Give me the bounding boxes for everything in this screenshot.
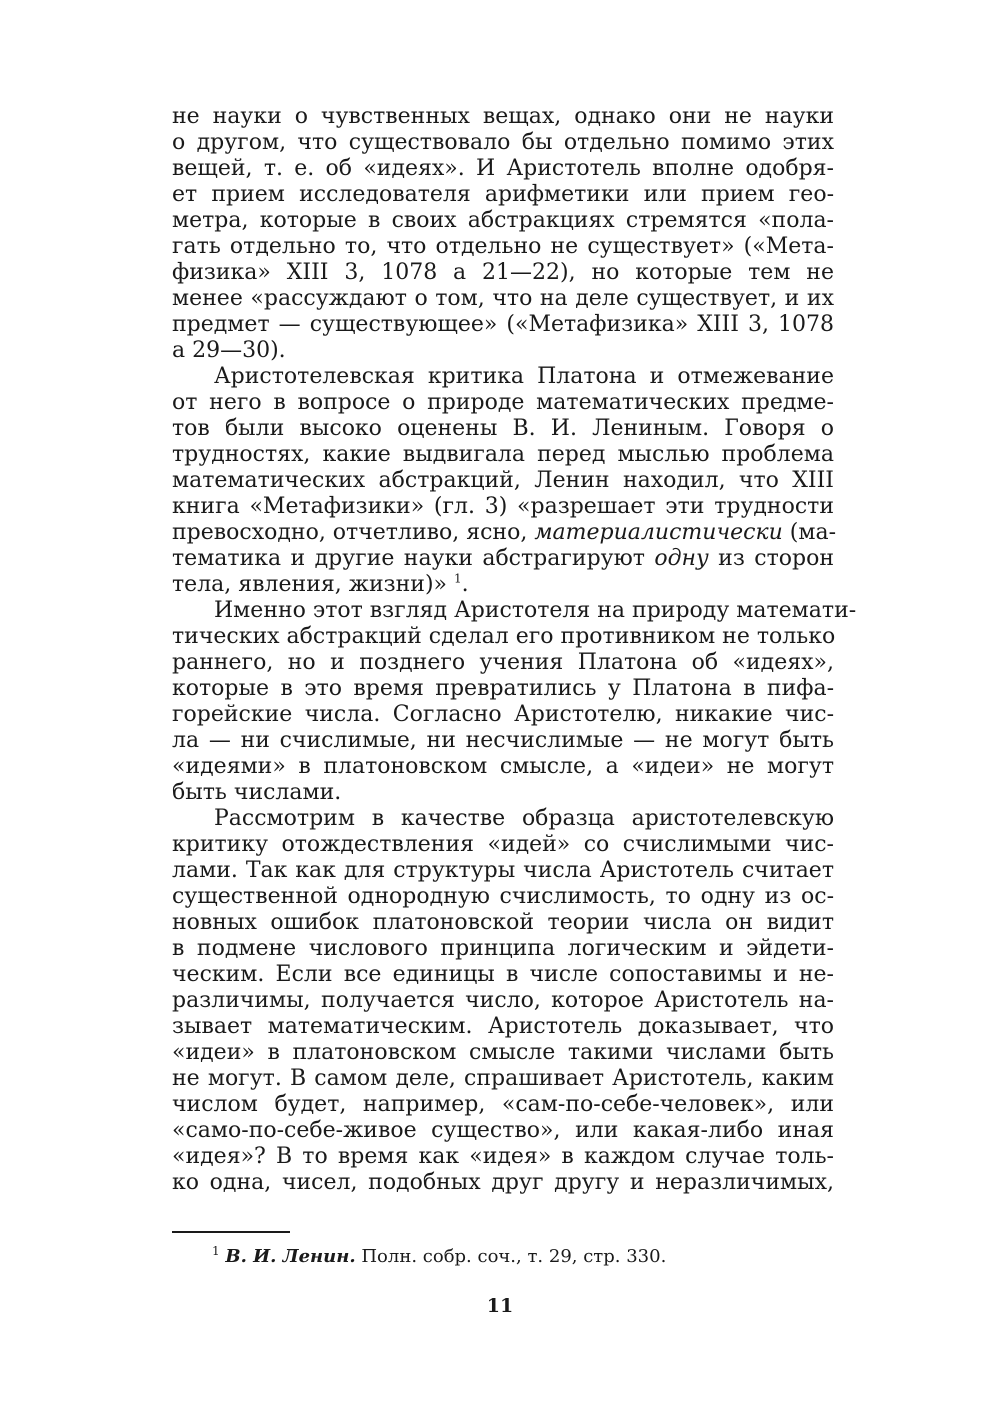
text-line: тов были высоко оценены В. И. Лениным. Говоря о (172, 416, 834, 441)
text-line: математических абстракций, Ленин находил, что XIII (172, 468, 834, 493)
text-line: в подмене числового принципа логическим и эйдети- (172, 936, 834, 961)
text-line-with-italic (172, 520, 837, 546)
text-line: ла — ни счислимые, ни несчислимые — не могут быть (172, 728, 834, 753)
text-line: быть числами. (172, 780, 342, 805)
footnote-divider (172, 1231, 290, 1233)
text-line: новных ошибок платоновской теории числа он видит (172, 910, 834, 935)
text-line: «идеи» в платоновском смысле такими числами быть (172, 1040, 834, 1065)
footnote-marker: 1 (212, 1244, 220, 1258)
text-line: физика» XIII 3, 1078 а 21—22), но которые тем не (172, 260, 834, 285)
text-line: о другом, что существовало бы отдельно помимо этих (172, 130, 834, 155)
text-line: не науки о чувственных вещах, однако они не науки (172, 104, 834, 129)
text-line: менее «рассуждают о том, что на деле существует, и их (172, 286, 834, 311)
italic-emphasis: материалистически (534, 520, 783, 545)
page-number: 11 (486, 1295, 514, 1317)
text-line: критику отождествления «идей» со счислимыми чис- (172, 832, 834, 857)
text-line: а 29—30). (172, 338, 286, 363)
text-line-with-italic (172, 546, 834, 572)
text-line: Аристотелевская критика Платона и отмежевание (214, 364, 834, 389)
text-line: «само-по-себе-живое существо», или какая-либо иная (172, 1118, 834, 1143)
text-segment: из сторон (708, 546, 834, 571)
text-segment: превосходно, отчетливо, ясно, (172, 520, 535, 545)
text-segment: тела, явления, жизни)» (172, 572, 454, 597)
text-line: гать отдельно то, что отдельно не существует» («Мета- (172, 234, 834, 259)
footnote-reference[interactable]: 1 (453, 571, 462, 586)
text-line: тических абстракций сделал его противником не только (172, 624, 836, 649)
text-line: книга «Метафизики» (гл. 3) «разрешает эти трудности (172, 494, 834, 519)
text-line: не могут. В самом деле, спрашивает Аристотель, каким (172, 1066, 834, 1091)
text-line: «идея»? В то время как «идея» в каждом случае толь- (172, 1144, 834, 1169)
main-text (172, 104, 857, 1196)
italic-emphasis: одну (654, 546, 709, 571)
text-line: лами. Так как для структуры числа Аристотель считает (172, 858, 834, 883)
text-line: от него в вопросе о природе математических предме- (172, 390, 834, 415)
text-line: вещей, т. е. об «идеях». И Аристотель вполне одобря- (172, 156, 834, 181)
text-line: Рассмотрим в качестве образца аристотелевскую (214, 806, 834, 831)
text-line-with-footnote-ref (172, 572, 834, 598)
text-line: которые в это время превратились у Платона в пифа- (172, 676, 834, 701)
footnote-text: Полн. собр. соч., т. 29, стр. 330. (355, 1246, 667, 1267)
text-line: различимы, получается число, которое Аристотель на- (172, 988, 834, 1013)
text-segment: . (461, 572, 469, 597)
text-line: метра, которые в своих абстракциях стремятся «пола- (172, 208, 834, 233)
text-line: раннего, но и позднего учения Платона об «идеях», (172, 650, 834, 675)
text-line: «идеями» в платоновском смысле, а «идеи» не могут (172, 754, 834, 779)
text-line: существенной однородную счислимость, то одну из ос- (172, 884, 834, 909)
text-line: предмет — существующее» («Метафизика» XIII 3, 1078 (172, 312, 834, 337)
text-line: ко одна, чисел, подобных друг другу и неразличимых, (172, 1170, 834, 1195)
text-line: трудностях, какие выдвигала перед мыслью проблема (172, 442, 834, 467)
text-segment: тематика и другие науки абстрагируют (172, 546, 655, 571)
text-line: ет прием исследователя арифметики или прием гео- (172, 182, 834, 207)
footnote (212, 1245, 666, 1269)
footnote-author: В. И. Ленин. (225, 1246, 356, 1267)
text-line: числом будет, например, «сам-по-себе-человек», или (172, 1092, 834, 1117)
text-segment: (ма- (782, 520, 837, 545)
text-line: Именно этот взгляд Аристотеля на природу математи- (214, 598, 857, 623)
text-line: ческим. Если все единицы в числе сопоставимы и не- (172, 962, 834, 987)
text-line: горейские числа. Согласно Аристотелю, никакие чис- (172, 702, 834, 727)
text-line: зывает математическим. Аристотель доказывает, что (172, 1014, 834, 1039)
